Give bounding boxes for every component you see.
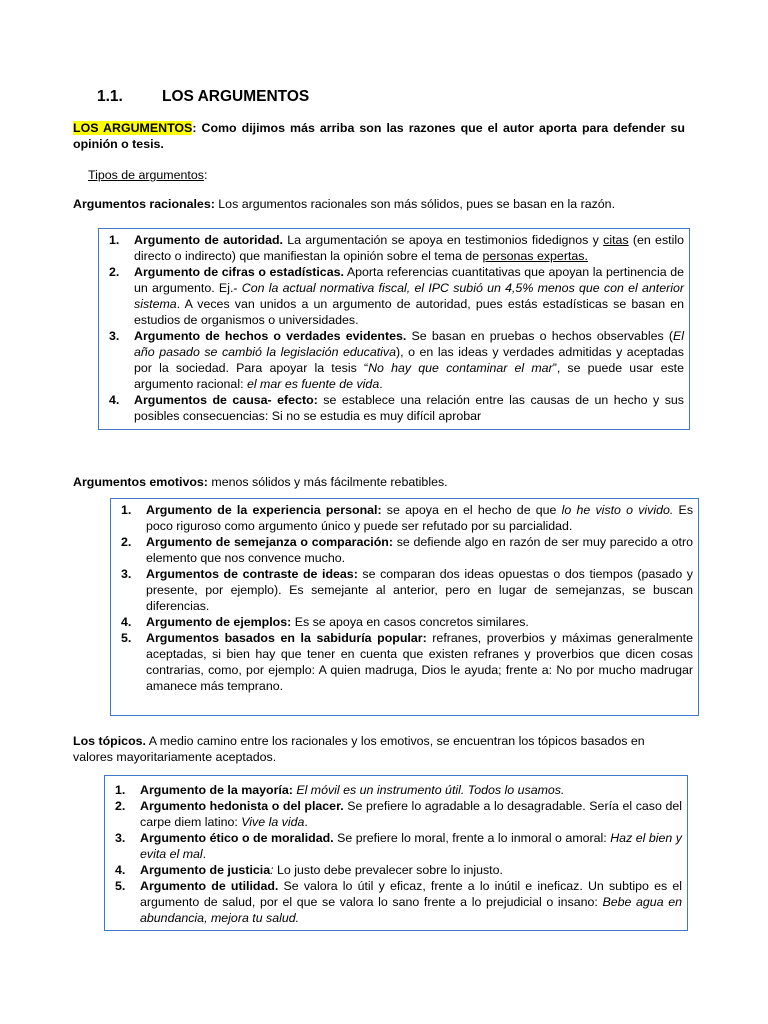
topics-intro: Los tópicos. A medio camino entre los racionales y los emotivos, se encuentran los tópicos basados en valores mayoritariamente aceptados.: [73, 734, 645, 764]
list-item: 2. Argumento de semejanza o comparación: se defiende algo en razón de ser muy parecido a otro elemento que nos convence mucho.: [121, 535, 694, 565]
rational-intro: Argumentos racionales: Los argumentos racionales son más sólidos, pues se basan en la razón.: [73, 197, 616, 211]
list-item: 5. Argumento de utilidad. Se valora lo útil y eficaz, frente a lo inútil e ineficaz. Un subtipo es el argumento de salud, por el que se valora lo sano frente a lo prejudicial o insano: Bebe agua en abundancia, mejora tu salud.: [115, 879, 683, 925]
list-item: 3. Argumento de hechos o verdades evidentes. Se basan en pruebas o hechos observables (El año pasado se cambió la legislación educativa), o en las ideas y verdades admitidas y aceptadas por la sociedad. Para apoyar la tesis “No hay que contaminar el mar”, se puede usar este argumento racional: el mar es fuente de vida.: [109, 329, 684, 391]
list-item: 5. Argumentos basados en la sabiduría popular: refranes, proverbios y máximas generalmente aceptadas, si bien hay que tener en cuenta que existen refranes y proverbios que dicen cosas contrarias, como, por ejemplo: A quien madruga, Dios le ayuda; frente a: No por mucho madrugar amanece más temprano.: [121, 631, 694, 693]
section-heading: [97, 87, 309, 107]
list-item: 1. Argumento de la experiencia personal: se apoya en el hecho de que lo he visto o vivido. Es poco riguroso como argumento único y puede ser refutado por su parcialidad.: [121, 503, 694, 533]
emotive-arguments-list: [116, 502, 693, 694]
list-item: 2. Argumento hedonista o del placer. Se prefiere lo agradable a lo desagradable. Sería el caso del carpe diem latino: Vive la vida.: [115, 799, 682, 829]
list-item: 1. Argumento de autoridad. La argumentación se apoya en testimonios fidedignos y citas (en estilo directo o indirecto) que manifiestan la opinión sobre el tema de personas expertas.: [109, 233, 684, 263]
topics-list: [110, 782, 682, 926]
emotive-arguments-box: [110, 498, 699, 716]
list-item: 4. Argumento de ejemplos: Es se apoya en casos concretos similares.: [121, 615, 529, 629]
list-item: 2. Argumento de cifras o estadísticas. Aporta referencias cuantitativas que apoyan la pertinencia de un argumento. Ej.- Con la actual normativa fiscal, el IPC subió un 4,5% menos que con el anterior sistema. A veces van unidos a un argumento de autoridad, pues estás estadísticas se basan en estudios de organismos o universidades.: [109, 265, 685, 327]
list-item: 3. Argumento ético o de moralidad. Se prefiere lo moral, frente a lo inmoral o amoral: Haz el bien y evita el mal.: [115, 831, 682, 861]
rational-arguments-list: [104, 232, 684, 424]
topics-box: [104, 775, 688, 931]
types-subheading: Tipos de argumentos:: [88, 168, 208, 182]
rational-arguments-box: [98, 228, 690, 430]
section-number: 1.1.: [97, 88, 123, 105]
list-item: 3. Argumentos de contraste de ideas: se comparan dos ideas opuestas o dos tiempos (pasado y presente, por ejemplo). Es semejante al anterior, pero en lugar de semejanzas, se buscan diferencias.: [121, 567, 693, 613]
intro-paragraph: LOS ARGUMENTOS: Como dijimos más arriba son las razones que el autor aporta para defender su opinión o tesis.: [73, 121, 685, 151]
highlighted-term: LOS ARGUMENTOS: [73, 121, 193, 135]
list-item: 4. Argumentos de causa- efecto: se establece una relación entre las causas de un hecho y sus posibles consecuencias: Si no se estudia es muy difícil aprobar: [109, 393, 684, 423]
emotive-intro: Argumentos emotivos: menos sólidos y más fácilmente rebatibles.: [73, 475, 448, 489]
list-item: 1. Argumento de la mayoría: El móvil es un instrumento útil. Todos lo usamos.: [115, 783, 565, 797]
section-title: LOS ARGUMENTOS: [162, 88, 310, 105]
list-item: 4. Argumento de justicia: Lo justo debe prevalecer sobre lo injusto.: [115, 863, 503, 877]
